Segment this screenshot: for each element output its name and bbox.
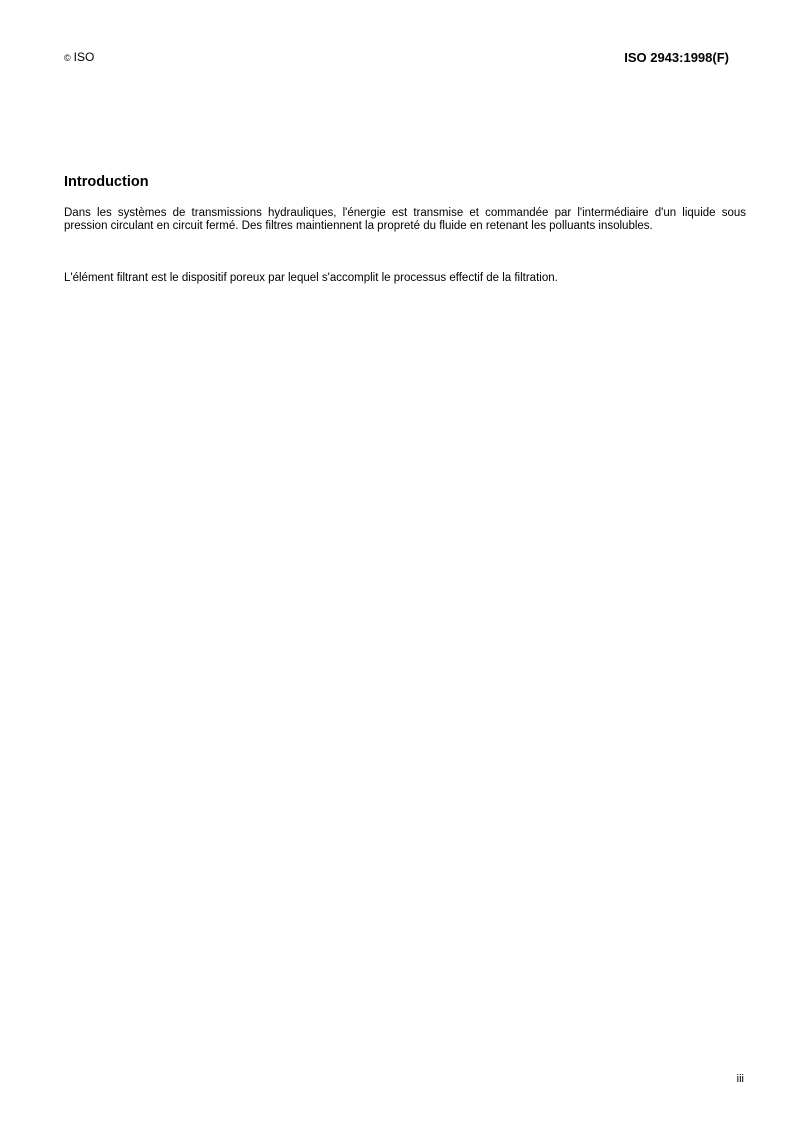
- paragraph-2: L'élément filtrant est le dispositif poreux par lequel s'accomplit le processus effectif de la filtration.: [64, 272, 558, 284]
- page-number: iii: [736, 1073, 744, 1085]
- copyright-symbol: ©: [64, 53, 71, 63]
- header-copyright: [64, 50, 94, 65]
- header-organization: ISO: [73, 50, 95, 64]
- paragraph-1: Dans les systèmes de transmissions hydrauliques, l'énergie est transmise et commandée par l'intermédiaire d'un liquide sous pression circulant en circuit fermé. Des filtres maintiennent la propreté du fluide en retenant les polluants insolubles.: [64, 207, 746, 232]
- section-title: Introduction: [64, 174, 149, 190]
- header-document-id: ISO 2943:1998(F): [624, 50, 729, 65]
